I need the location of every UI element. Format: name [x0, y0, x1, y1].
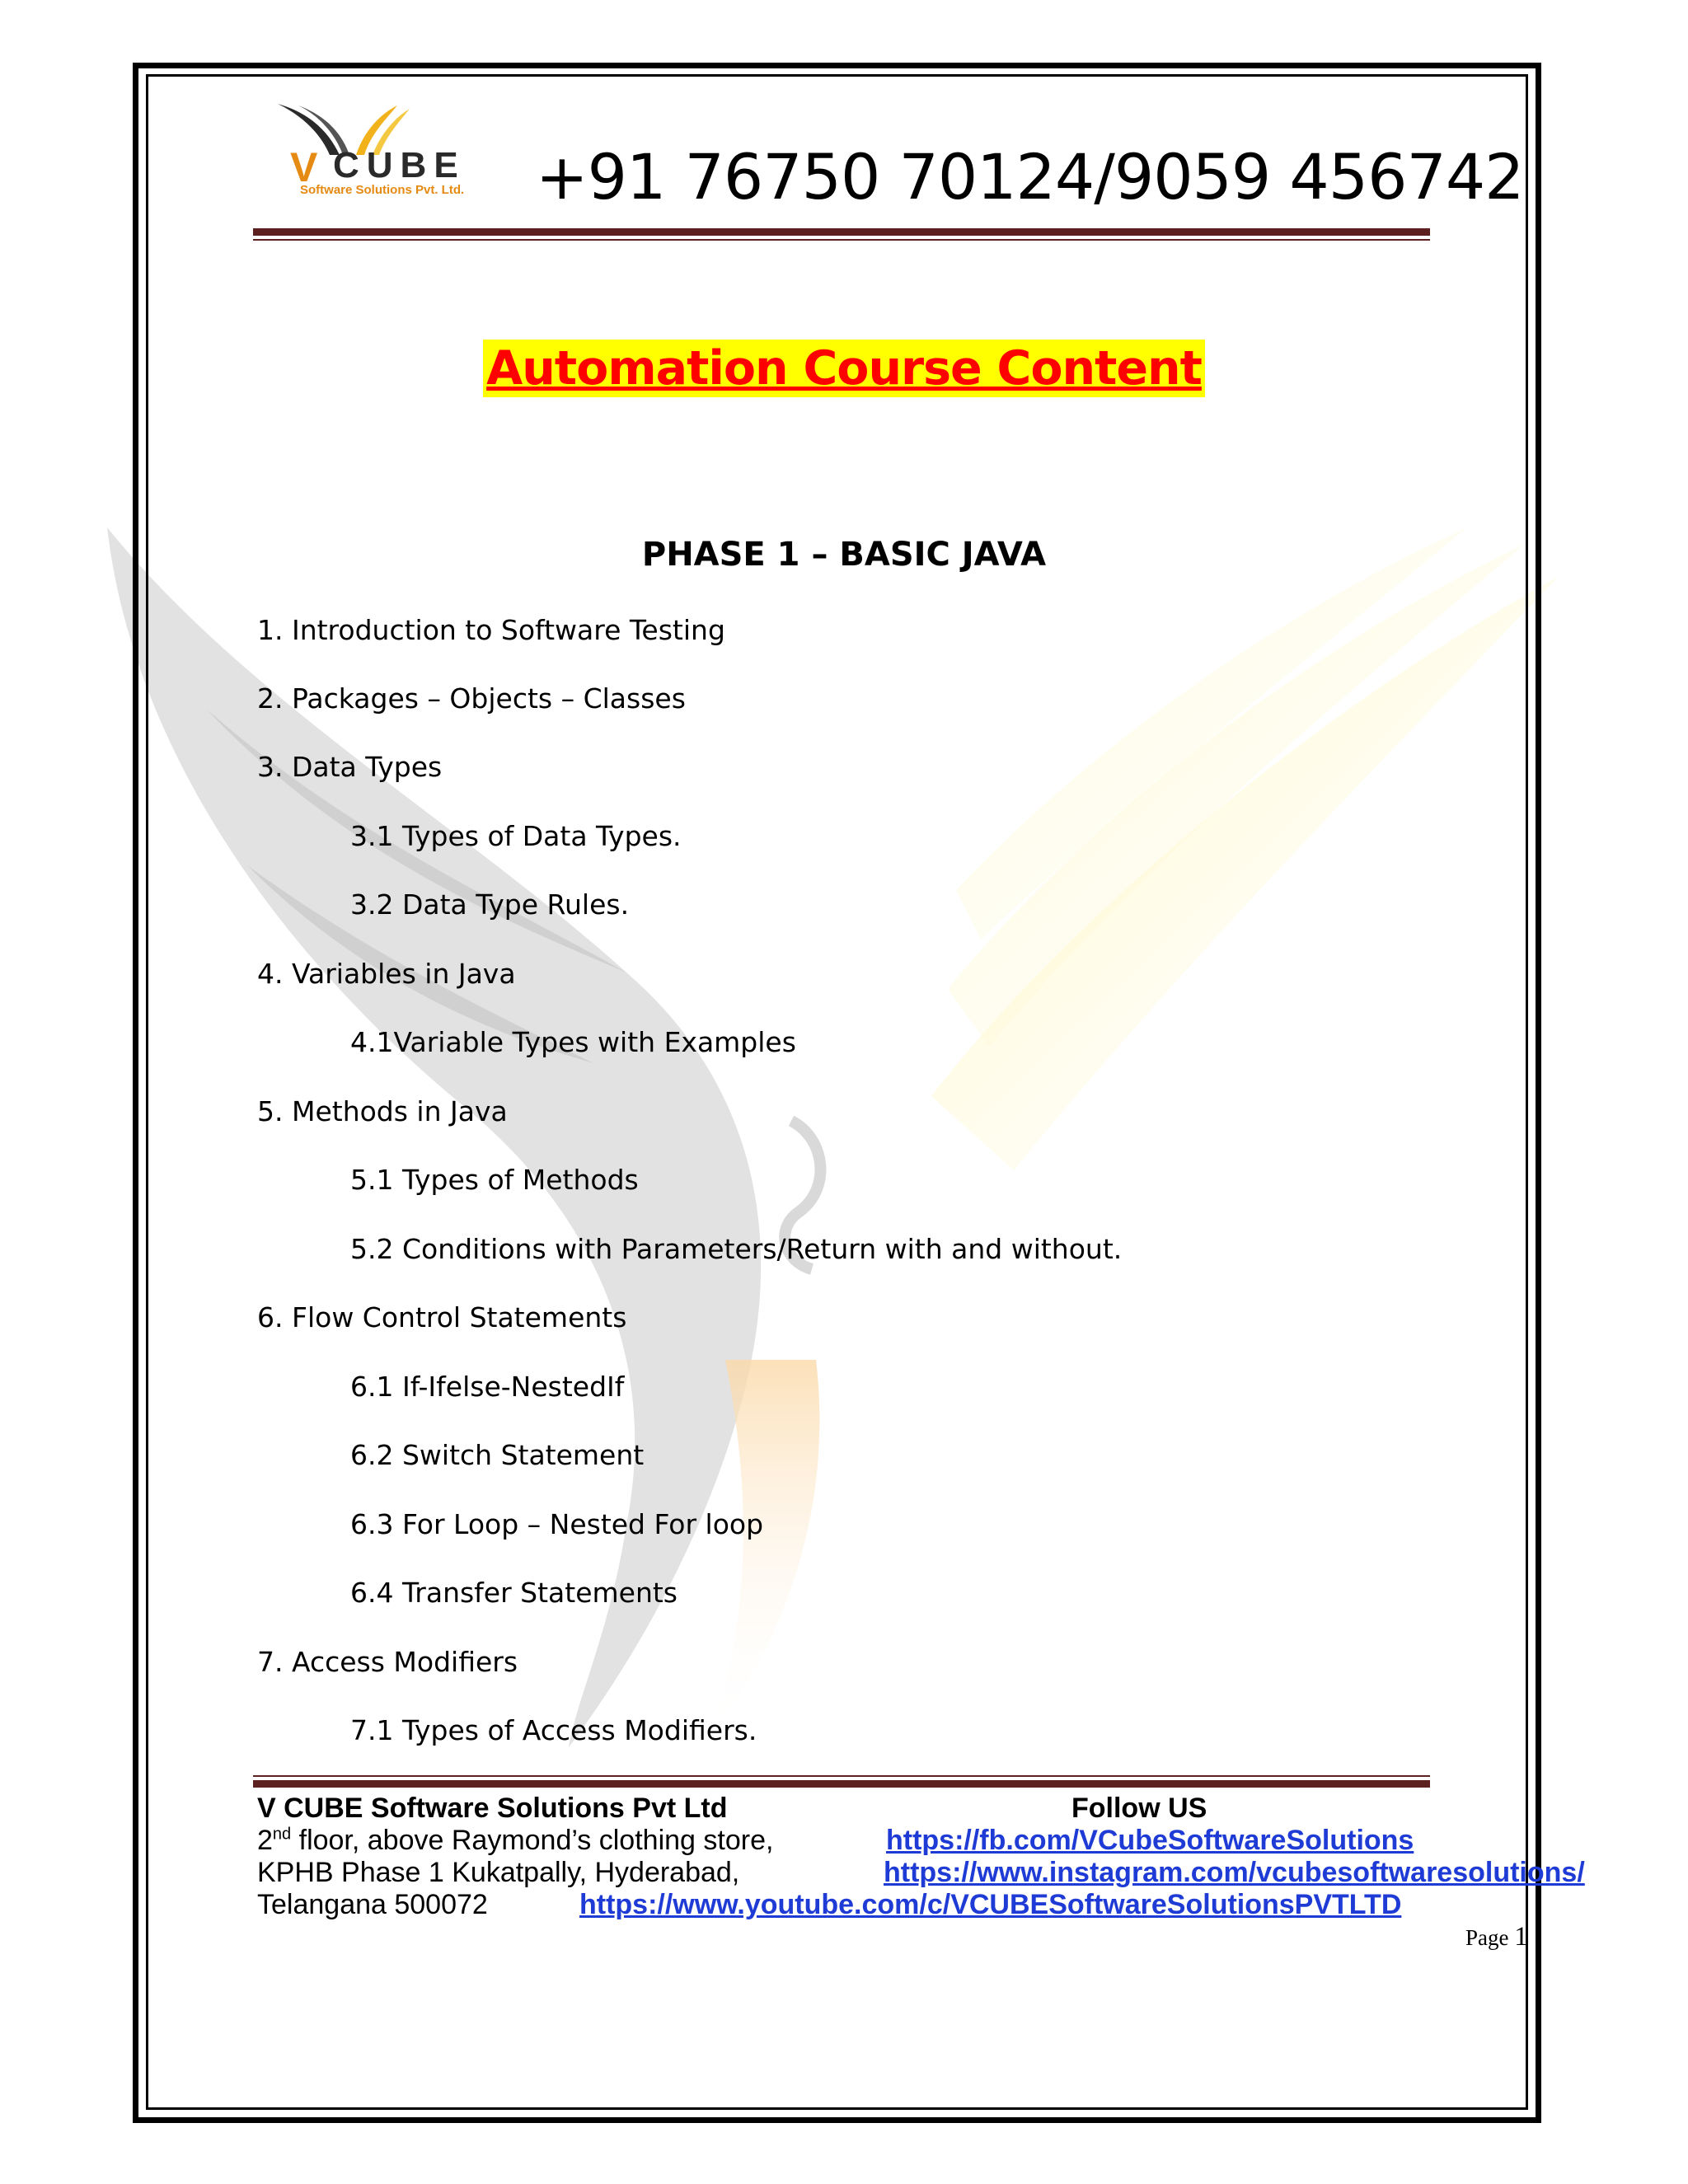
page-number-value: 1 [1514, 1922, 1528, 1952]
list-item: 3.1 Types of Data Types. [350, 820, 682, 852]
list-item: 3.2 Data Type Rules. [350, 888, 630, 921]
list-item: 5.2 Conditions with Parameters/Return with and without. [350, 1233, 1123, 1265]
facebook-link[interactable]: https://fb.com/VCubeSoftwareSolutions [886, 1825, 1414, 1856]
document-title-wrap [0, 340, 1688, 397]
list-item: 3. Data Types [257, 751, 443, 783]
page-number [1465, 1922, 1528, 1952]
address-floor-number: 2 [257, 1825, 273, 1856]
list-item: 6. Flow Control Statements [257, 1301, 627, 1333]
header-rule [253, 228, 1430, 236]
instagram-link[interactable]: https://www.instagram.com/vcubesoftwaresolutions/ [884, 1857, 1585, 1888]
document-title: Automation Course Content [483, 340, 1205, 397]
list-item: 7.1 Types of Access Modifiers. [350, 1714, 757, 1746]
list-item: 4.1Variable Types with Examples [350, 1026, 796, 1058]
list-item: 5.1 Types of Methods [350, 1164, 639, 1196]
phase-heading: PHASE 1 – BASIC JAVA [641, 536, 1047, 574]
footer-company: V CUBE Software Solutions Pvt Ltd [257, 1793, 728, 1824]
address-floor-suffix: nd [272, 1825, 292, 1844]
list-item: 2. Packages – Objects – Classes [257, 682, 686, 715]
header-phone: +91 76750 70124/9059 456742 [536, 140, 1524, 213]
list-item: 7. Access Modifiers [257, 1646, 518, 1678]
footer-address-line2: KPHB Phase 1 Kukatpally, Hyderabad, [257, 1857, 740, 1888]
youtube-link[interactable]: https://www.youtube.com/c/VCUBESoftwareSolutionsPVTLTD [579, 1889, 1402, 1920]
footer-rule-thin [253, 1775, 1430, 1777]
footer-rule [253, 1780, 1430, 1788]
list-item: 6.1 If-Ifelse-NestedIf [350, 1371, 625, 1403]
list-item: 6.3 For Loop – Nested For loop [350, 1508, 764, 1540]
logo-tagline: Software Solutions Pvt. Ltd. [300, 183, 465, 197]
list-item: 6.2 Switch Statement [350, 1439, 645, 1471]
logo-letter: V [290, 144, 318, 190]
list-item: 4. Variables in Java [257, 958, 516, 990]
page-label: Page [1465, 1925, 1515, 1950]
footer-address-line1 [257, 1825, 773, 1857]
list-item: 1. Introduction to Software Testing [257, 614, 725, 646]
list-item: 6.4 Transfer Statements [350, 1577, 678, 1609]
footer-address-line3: Telangana 500072 [257, 1889, 488, 1920]
list-item: 5. Methods in Java [257, 1095, 508, 1127]
header-rule-thin [253, 239, 1430, 241]
address-line1-rest: floor, above Raymond’s clothing store, [291, 1825, 774, 1856]
footer-follow: Follow US [1071, 1793, 1207, 1824]
logo-brand-text: CUBE [333, 145, 466, 185]
